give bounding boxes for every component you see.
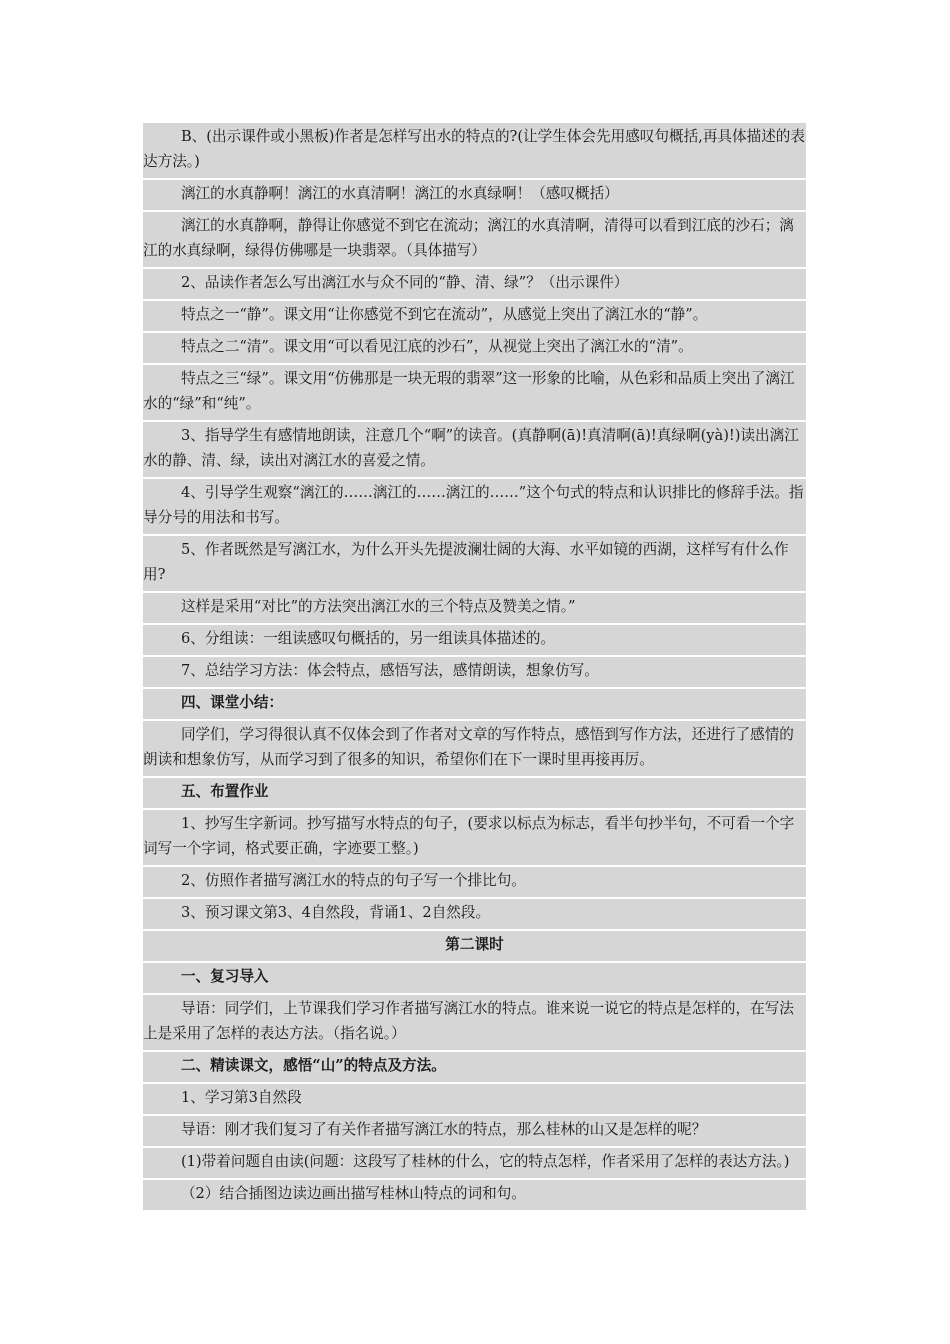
heading-close-reading: 二、精读课文，感悟“山”的特点及方法。 (143, 1052, 806, 1082)
paragraph-homework-3: 3、预习课文第3、4自然段，背诵1、2自然段。 (143, 899, 806, 929)
paragraph-contrast-answer: 这样是采用“对比”的方法突出漓江水的三个特点及赞美之情。” (143, 593, 806, 623)
paragraph-item-4: 4、引导学生观察“漓江的……漓江的……漓江的……”这个句式的特点和认识排比的修辞手法。指导分号的用法和书写。 (143, 479, 806, 534)
paragraph-feature-green: 特点之三“绿”。课文用“仿佛那是一块无瑕的翡翠”这一形象的比喻，从色彩和品质上突出了漓江水的“绿”和“纯”。 (143, 365, 806, 420)
paragraph-item-2: 2、品读作者怎么写出漓江水与众不同的“静、清、绿”？（出示课件） (143, 269, 806, 299)
heading-second-lesson: 第二课时 (143, 931, 806, 961)
paragraph-review-intro-text: 导语：同学们，上节课我们学习作者描写漓江水的特点。谁来说一说它的特点是怎样的，在写法上是采用了怎样的表达方法。（指名说。） (143, 995, 806, 1050)
heading-homework: 五、布置作业 (143, 778, 806, 808)
paragraph-homework-2: 2、仿照作者描写漓江水的特点的句子写一个排比句。 (143, 867, 806, 897)
heading-review-intro: 一、复习导入 (143, 963, 806, 993)
paragraph-exclamation-summary: 漓江的水真静啊！漓江的水真清啊！漓江的水真绿啊！（感叹概括） (143, 180, 806, 210)
heading-class-summary: 四、课堂小结： (143, 689, 806, 719)
paragraph-summary-text: 同学们，学习得很认真不仅体会到了作者对文章的写作特点，感悟到写作方法，还进行了感情的朗读和想象仿写，从而学习到了很多的知识，希望你们在下一课时里再接再厉。 (143, 721, 806, 776)
paragraph-study-section-3: 1、学习第3自然段 (143, 1084, 806, 1114)
paragraph-item-7: 7、总结学习方法：体会特点，感悟写法，感情朗读，想象仿写。 (143, 657, 806, 687)
paragraph-picture-reading: （2）结合插图边读边画出描写桂林山特点的词和句。 (143, 1180, 806, 1210)
paragraph-feature-clear: 特点之二“清”。课文用“可以看见江底的沙石”，从视觉上突出了漓江水的“清”。 (143, 333, 806, 363)
paragraph-mountain-intro: 导语：刚才我们复习了有关作者描写漓江水的特点，那么桂林的山又是怎样的呢？ (143, 1116, 806, 1146)
paragraph-feature-quiet: 特点之一“静”。课文用“让你感觉不到它在流动”，从感觉上突出了漓江水的“静”。 (143, 301, 806, 331)
paragraph-b-question: B、(出示课件或小黑板)作者是怎样写出水的特点的?(让学生体会先用感叹句概括,再具体描述的表达方法。) (143, 123, 806, 178)
paragraph-item-3: 3、指导学生有感情地朗读，注意几个“啊”的读音。(真静啊(ā)!真清啊(ā)!真绿啊(yà)!)读出漓江水的静、清、绿，读出对漓江水的喜爱之情。 (143, 422, 806, 477)
paragraph-specific-description: 漓江的水真静啊，静得让你感觉不到它在流动；漓江的水真清啊，清得可以看到江底的沙石；漓江的水真绿啊，绿得仿佛哪是一块翡翠。（具体描写） (143, 212, 806, 267)
paragraph-homework-1: 1、抄写生字新词。抄写描写水特点的句子，(要求以标点为标志，看半句抄半句，不可看一个字词写一个字词，格式要正确，字迹要工整。) (143, 810, 806, 865)
paragraph-item-5: 5、作者既然是写漓江水，为什么开头先提波澜壮阔的大海、水平如镜的西湖，这样写有什么作用? (143, 536, 806, 591)
paragraph-free-reading: (1)带着问题自由读(问题：这段写了桂林的什么，它的特点怎样，作者采用了怎样的表达方法。) (143, 1148, 806, 1178)
paragraph-item-6: 6、分组读：一组读感叹句概括的，另一组读具体描述的。 (143, 625, 806, 655)
document-body (143, 123, 806, 1212)
